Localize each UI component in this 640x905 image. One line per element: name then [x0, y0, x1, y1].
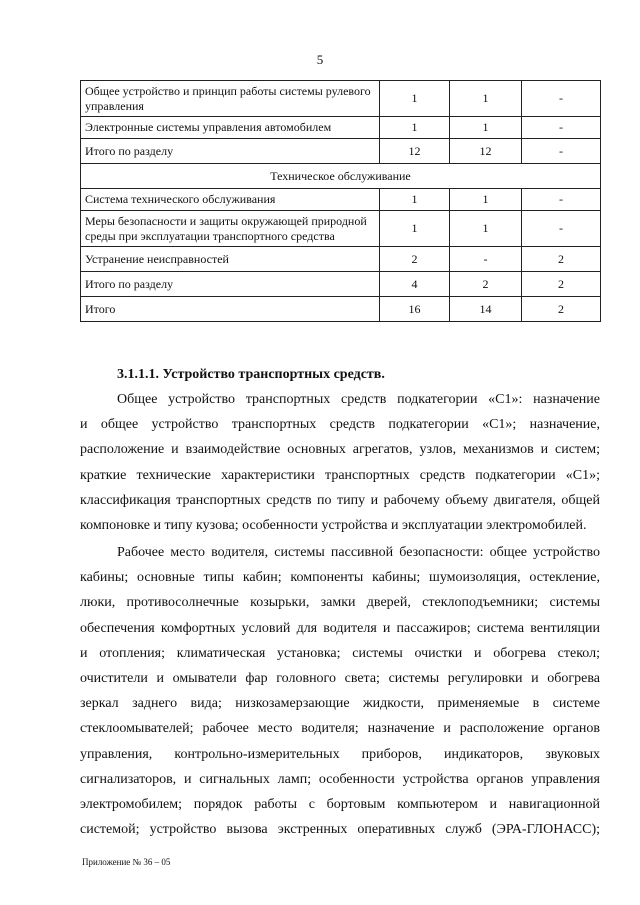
hours-theory: 2	[450, 272, 522, 297]
hours-total: 12	[380, 139, 450, 164]
text-line: и общее устройство транспортных средств подкатегории «C1»; назначение,	[80, 417, 600, 433]
hours-practice: 2	[522, 247, 601, 272]
text-line: зеркал заднего вида; низкозамерзающие жидкости, применяемые в системе	[80, 696, 600, 712]
table-row	[81, 247, 601, 272]
hours-total: 1	[380, 81, 450, 117]
row-topic: Меры безопасности и защиты окружающей природной среды при эксплуатации транспортного средства	[81, 211, 380, 247]
text-line: краткие технические характеристики транспортных средств подкатегории «C1»;	[80, 467, 600, 483]
table-row	[81, 117, 601, 139]
hours-practice: -	[522, 211, 601, 247]
hours-total: 1	[380, 189, 450, 211]
text-line: компоновке и типу кузова; особенности устройства и эксплуатации электромобилей.	[80, 518, 587, 534]
hours-theory: 1	[450, 189, 522, 211]
section-heading: 3.1.1.1. Устройство транспортных средств.	[117, 367, 385, 382]
text-line: и отопления; климатическая установка; системы очистки и обогрева стекол;	[80, 645, 600, 661]
text-line: расположение и взаимодействие основных агрегатов, узлов, механизмов и систем;	[80, 442, 600, 458]
hours-total: 2	[380, 247, 450, 272]
hours-total: 16	[380, 297, 450, 322]
hours-practice: 2	[522, 272, 601, 297]
text-line: обеспечения комфортных условий для водителя и пассажиров; система вентиляции	[80, 620, 600, 636]
hours-practice: 2	[522, 297, 601, 322]
text-line: Рабочее место водителя, системы пассивной безопасности: общее устройство	[117, 545, 600, 560]
text-line: кабины; основные типы кабин; компоненты кабины; шумоизоляция, остекление,	[80, 570, 600, 586]
table-row	[81, 189, 601, 211]
table-row	[81, 81, 601, 117]
hours-practice: -	[522, 117, 601, 139]
row-topic: Система технического обслуживания	[81, 189, 380, 211]
hours-theory: -	[450, 247, 522, 272]
text-line: Общее устройство транспортных средств подкатегории «C1»: назначение	[117, 392, 600, 407]
row-topic: Итого по разделу	[81, 139, 380, 164]
hours-practice: -	[522, 139, 601, 164]
curriculum-table	[80, 80, 601, 322]
hours-theory: 1	[450, 211, 522, 247]
hours-total: 1	[380, 211, 450, 247]
hours-theory: 12	[450, 139, 522, 164]
footer-note: Приложение № 36 – 05	[82, 857, 171, 867]
table-row	[81, 272, 601, 297]
text-line: люки, противосолнечные козырьки, замки дверей, стеклоподъемники; системы	[80, 595, 600, 611]
table-row	[81, 211, 601, 247]
row-topic: Итого	[81, 297, 380, 322]
row-topic: Устранение неисправностей	[81, 247, 380, 272]
hours-practice: -	[522, 81, 601, 117]
text-line: стеклоомывателей; рабочее место водителя; назначение и расположение органов	[80, 721, 600, 737]
section-title: Техническое обслуживание	[81, 164, 601, 189]
text-line: сигнализаторов, и сигнальных ламп; особенности устройства органов управления	[80, 771, 600, 787]
hours-theory: 1	[450, 117, 522, 139]
hours-practice: -	[522, 189, 601, 211]
text-line: электромобилем; порядок работы с бортовым компьютером и навигационной	[80, 797, 600, 813]
hours-theory: 1	[450, 81, 522, 117]
text-line: управления, контрольно-измерительных приборов, индикаторов, звуковых	[80, 746, 600, 762]
text-line: очистители и омыватели фар головного света; системы регулировки и обогрева	[80, 671, 600, 687]
paragraph-vehicle-design	[80, 387, 600, 538]
paragraph-driver-workplace	[80, 540, 600, 842]
row-topic: Общее устройство и принцип работы системы рулевого управления	[81, 81, 380, 117]
page-number: 5	[316, 52, 324, 67]
table-row	[81, 139, 601, 164]
hours-total: 1	[380, 117, 450, 139]
section-row	[81, 164, 601, 189]
table-row	[81, 297, 601, 322]
hours-theory: 14	[450, 297, 522, 322]
text-line: классификация транспортных средств по типу и рабочему объему двигателя, общей	[80, 492, 600, 508]
row-topic: Электронные системы управления автомобилем	[81, 117, 380, 139]
text-line: системой; устройство вызова экстренных оперативных служб (ЭРА-ГЛОНАСС);	[80, 822, 600, 838]
hours-total: 4	[380, 272, 450, 297]
row-topic: Итого по разделу	[81, 272, 380, 297]
